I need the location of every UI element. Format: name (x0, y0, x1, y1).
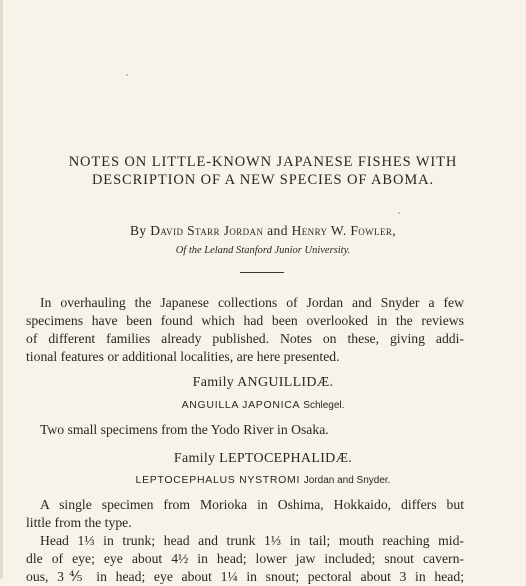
page-edge (0, 0, 3, 579)
paper-speck (398, 212, 400, 214)
text-line: Head 1⅓ in trunk; head and trunk 1⅓ in tail; mouth reaching mid- (40, 533, 464, 548)
family-heading: Family LEPTOCEPHALIDÆ. (173, 451, 353, 466)
paper-speck (126, 74, 128, 76)
section-divider (240, 272, 284, 273)
intro-paragraph (26, 294, 464, 366)
text-line: Two small specimens from the Yodo River in Osaka. (40, 422, 329, 437)
author-1: David Starr Jordan (150, 223, 264, 238)
text-line: specimens have been found which had been overlooked in the reviews (26, 313, 464, 328)
affiliation: Of the Leland Stanford Junior University. (175, 245, 351, 256)
article-title-line-2: DESCRIPTION OF A NEW SPECIES OF ABOMA. (91, 172, 435, 188)
species-name: ANGUILLA JAPONICA (181, 399, 300, 411)
species-name: LEPTOCEPHALUS NYSTROMI (135, 474, 301, 486)
text-line: A single specimen from Morioka in Oshima, Hokkaido, differs but (40, 497, 464, 512)
family-heading: Family ANGUILLIDÆ. (192, 375, 334, 390)
byline (0, 223, 526, 239)
species-paragraph (26, 496, 464, 586)
text-line: ous, 3⅘ in head; eye about 1¼ in snout; pectoral about 3 in head; (26, 569, 464, 584)
text-line: dle of eye; eye about 4½ in head; lower jaw included; snout cavern- (26, 551, 464, 566)
species-paragraph (26, 421, 464, 439)
species-authority: Schlegel. (303, 400, 345, 411)
species-authority: Jordan and Snyder. (303, 475, 391, 486)
text-line: of different families already published. Notes on these, giving addi- (26, 331, 464, 346)
author-2: Henry W. Fowler, (291, 223, 397, 238)
species-heading (0, 474, 526, 486)
text-line: tional features or additional localities, are here presented. (26, 349, 340, 364)
byline-joiner: and (267, 223, 288, 238)
article-title-line-1: NOTES ON LITTLE-KNOWN JAPANESE FISHES WITH (68, 154, 458, 170)
text-line: In overhauling the Japanese collections of Jordan and Snyder a few (40, 295, 464, 310)
byline-prefix: By (129, 223, 147, 238)
text-line: little from the type. (26, 515, 132, 530)
species-heading (0, 399, 526, 411)
